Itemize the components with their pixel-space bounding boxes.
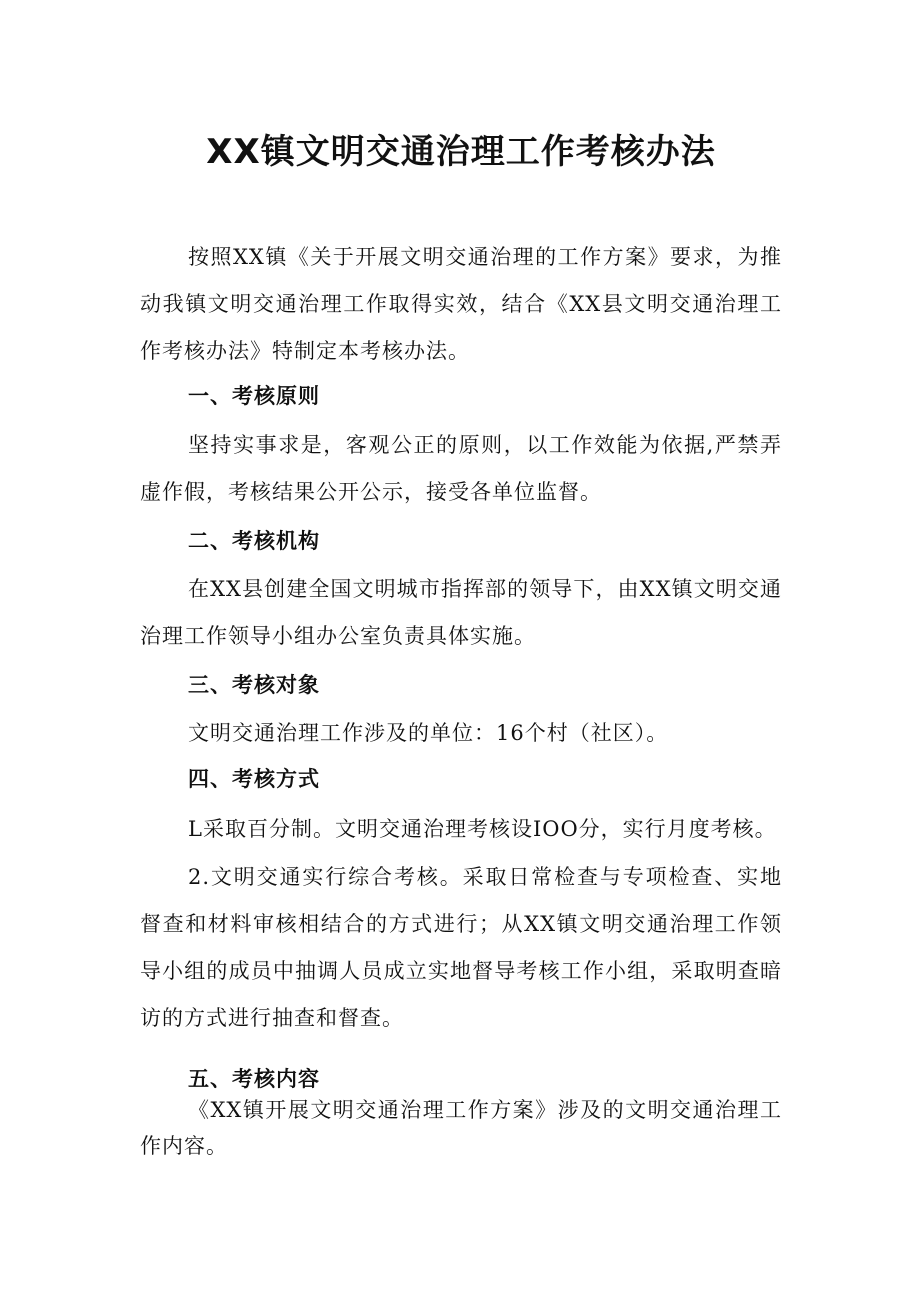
section-paragraph-methods-1: L采取百分制。文明交通治理考核设IOO分，实行月度考核。 — [188, 817, 777, 841]
section-heading-methods: 四、考核方式 — [188, 767, 320, 791]
section-paragraph-principles: 坚持实事求是，客观公正的原则，以工作效能为依据,严禁弄虚作假，考核结果公开公示，接受各单位监督。 — [140, 433, 782, 504]
section-heading-organization: 二、考核机构 — [188, 529, 320, 553]
section-paragraph-organization: 在XX县创建全国文明城市指挥部的领导下，由XX镇文明交通治理工作领导小组办公室负责具体实施。 — [140, 577, 782, 648]
section-paragraph-targets: 文明交通治理工作涉及的单位：16个村（社区）。 — [188, 721, 669, 745]
section-heading-content: 五、考核内容 — [188, 1067, 320, 1091]
section-paragraph-methods-2: 2.文明交通实行综合考核。采取日常检查与专项检查、实地督查和材料审核相结合的方式进行；从XX镇文明交通治理工作领导小组的成员中抽调人员成立实地督导考核工作小组，采取明查暗访的方式进行抽查和督查。 — [140, 865, 782, 1030]
section-heading-targets: 三、考核对象 — [188, 673, 320, 697]
section-paragraph-content: 《XX镇开展文明交通治理工作方案》涉及的文明交通治理工作内容。 — [140, 1098, 782, 1158]
section-heading-principles: 一、考核原则 — [188, 384, 320, 408]
intro-paragraph: 按照XX镇《关于开展文明交通治理的工作方案》要求，为推动我镇文明交通治理工作取得实效，结合《XX县文明交通治理工作考核办法》特制定本考核办法。 — [140, 245, 782, 363]
document-title: XX镇文明交通治理工作考核办法 — [206, 132, 716, 172]
